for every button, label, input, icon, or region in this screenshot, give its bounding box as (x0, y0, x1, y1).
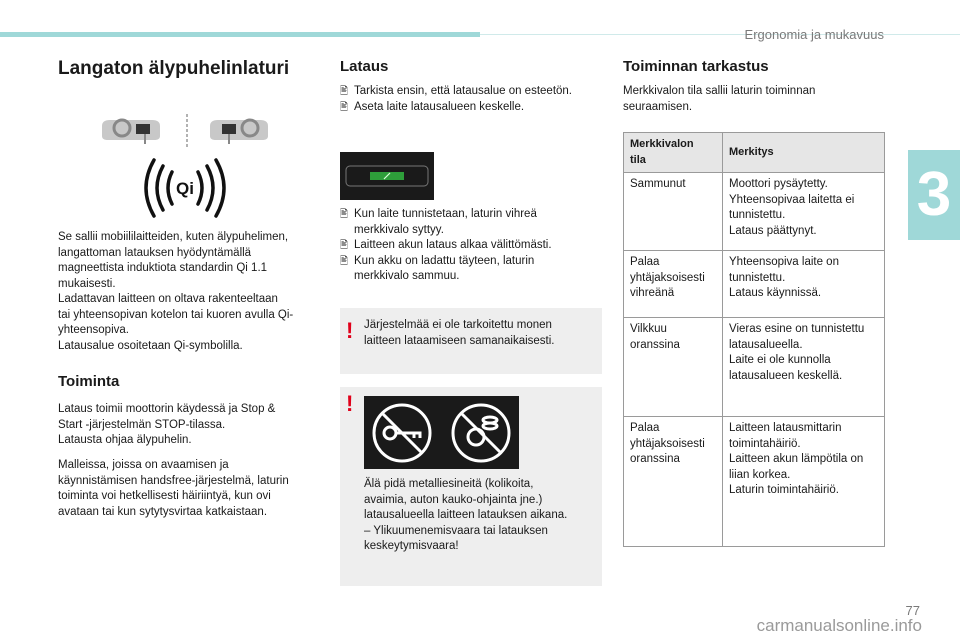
list-item: 🖹 Aseta laite latausalueen keskelle. (340, 100, 605, 116)
header-state: Merkkivalon tila (624, 133, 723, 173)
operation-paragraph-1: Lataus toimii moottorin käydessä ja Stop & Start -järjestelmän STOP-tilassa. Latausta ohjaa älypuhelin. (58, 403, 276, 446)
check-heading: Toiminnan tarkastus (623, 58, 769, 75)
warning-metal-text: Älä pidä metalliesineitä (kolikoita, avaimia, auton kauko-ohjainta jne.) latausalueella laitteen latauksen aikana. – Ylikuumenemisvaara tai latauksen keskeytymisvaara! (364, 478, 568, 552)
list-item: 🖹 Tarkista ensin, että latausalue on esteetön. (340, 84, 605, 100)
header-meaning: Merkitys (723, 133, 885, 173)
no-keys-icon (374, 405, 430, 461)
chapter-tab: 3 (908, 150, 960, 240)
table-header-row (624, 133, 885, 173)
indicator-table (623, 132, 885, 547)
intro-paragraph: Se sallii mobiililaitteiden, kuten älypuhelimen, langattoman latauksen hyödyntämällä magneettista induktiota standardin Qi 1.1 mukaisesti. Ladattavan laitteen on oltava rakenteeltaan tai yhteensopivan kotelon tai kuoren avulla Qi- yhteensopiva. Latausalue osoitetaan Qi-symbolilla. (58, 231, 294, 352)
charger-illustration (100, 112, 270, 227)
watermark: carmanualsonline.info (756, 616, 922, 635)
table-row: Sammunut Moottori pysäytetty. Yhteensopivaa laitetta ei tunnistettu. Lataus päättynyt. (624, 173, 885, 251)
bullets-after (340, 207, 605, 285)
operation-heading: Toiminta (58, 373, 120, 390)
no-coins-icon (453, 405, 509, 461)
check-intro: Merkkivalon tila sallii laturin toiminnan seuraamisen. (623, 85, 816, 113)
table-row: Palaa yhtäjaksoisesti vihreänä Yhteensopiva laite on tunnistettu. Lataus käynnissä. (624, 251, 885, 318)
bullet-icon: 🖹 (340, 255, 349, 267)
list-item: 🖹 Laitteen akun lataus alkaa välittömästi. (340, 238, 605, 254)
section-title: Ergonomia ja mukavuus (744, 27, 884, 42)
steering-wheel-right-icon (210, 120, 268, 144)
forbidden-objects-image (364, 396, 519, 469)
page-number: 77 (905, 603, 920, 618)
list-item: 🖹 Kun laite tunnistetaan, laturin vihreä merkkivalo syttyy. (340, 207, 605, 238)
bullet-icon: 🖹 (340, 209, 349, 220)
table-row: Vilkkuu oranssina Vieras esine on tunnistettu latausalueella. Laite ei ole kunnolla latausalueen keskellä. (624, 318, 885, 417)
bullet-icon: 🖹 (340, 86, 349, 97)
bullets-before (340, 84, 605, 115)
list-item: 🖹 Kun akku on ladattu täyteen, laturin merkkivalo sammuu. (340, 254, 605, 285)
charging-heading: Lataus (340, 58, 389, 75)
header-accent-bar (0, 32, 480, 37)
steering-wheel-left-icon (102, 120, 160, 144)
warning-icon: ! (346, 318, 354, 343)
bullet-icon: 🖹 (340, 101, 349, 113)
charger-indicator-image (340, 152, 434, 200)
warning-icon: ! (346, 391, 354, 416)
operation-paragraph-2: Malleissa, joissa on avaamisen ja käynnistämisen handsfree-järjestelmä, laturin toiminta voi hetkellisesti häiriintyä, kun ovi avataan tai kun sytytysvirtaa katkaistaan. (58, 459, 289, 518)
warning-box-multiple: ! Järjestelmää ei ole tarkoitettu monen laitteen lataamiseen samanaikaisesti. (340, 308, 602, 374)
page-title: Langaton älypuhelinlaturi (58, 58, 290, 79)
bullet-icon: 🖹 (340, 240, 349, 251)
header-rule (480, 34, 960, 35)
table-row: Palaa yhtäjaksoisesti oranssina Laitteen latausmittarin toimintahäiriö. Laitteen akun lämpötila on liian korkea. Laturin toimintahäiriö. (624, 417, 885, 547)
qi-symbol: Qi (176, 179, 194, 198)
